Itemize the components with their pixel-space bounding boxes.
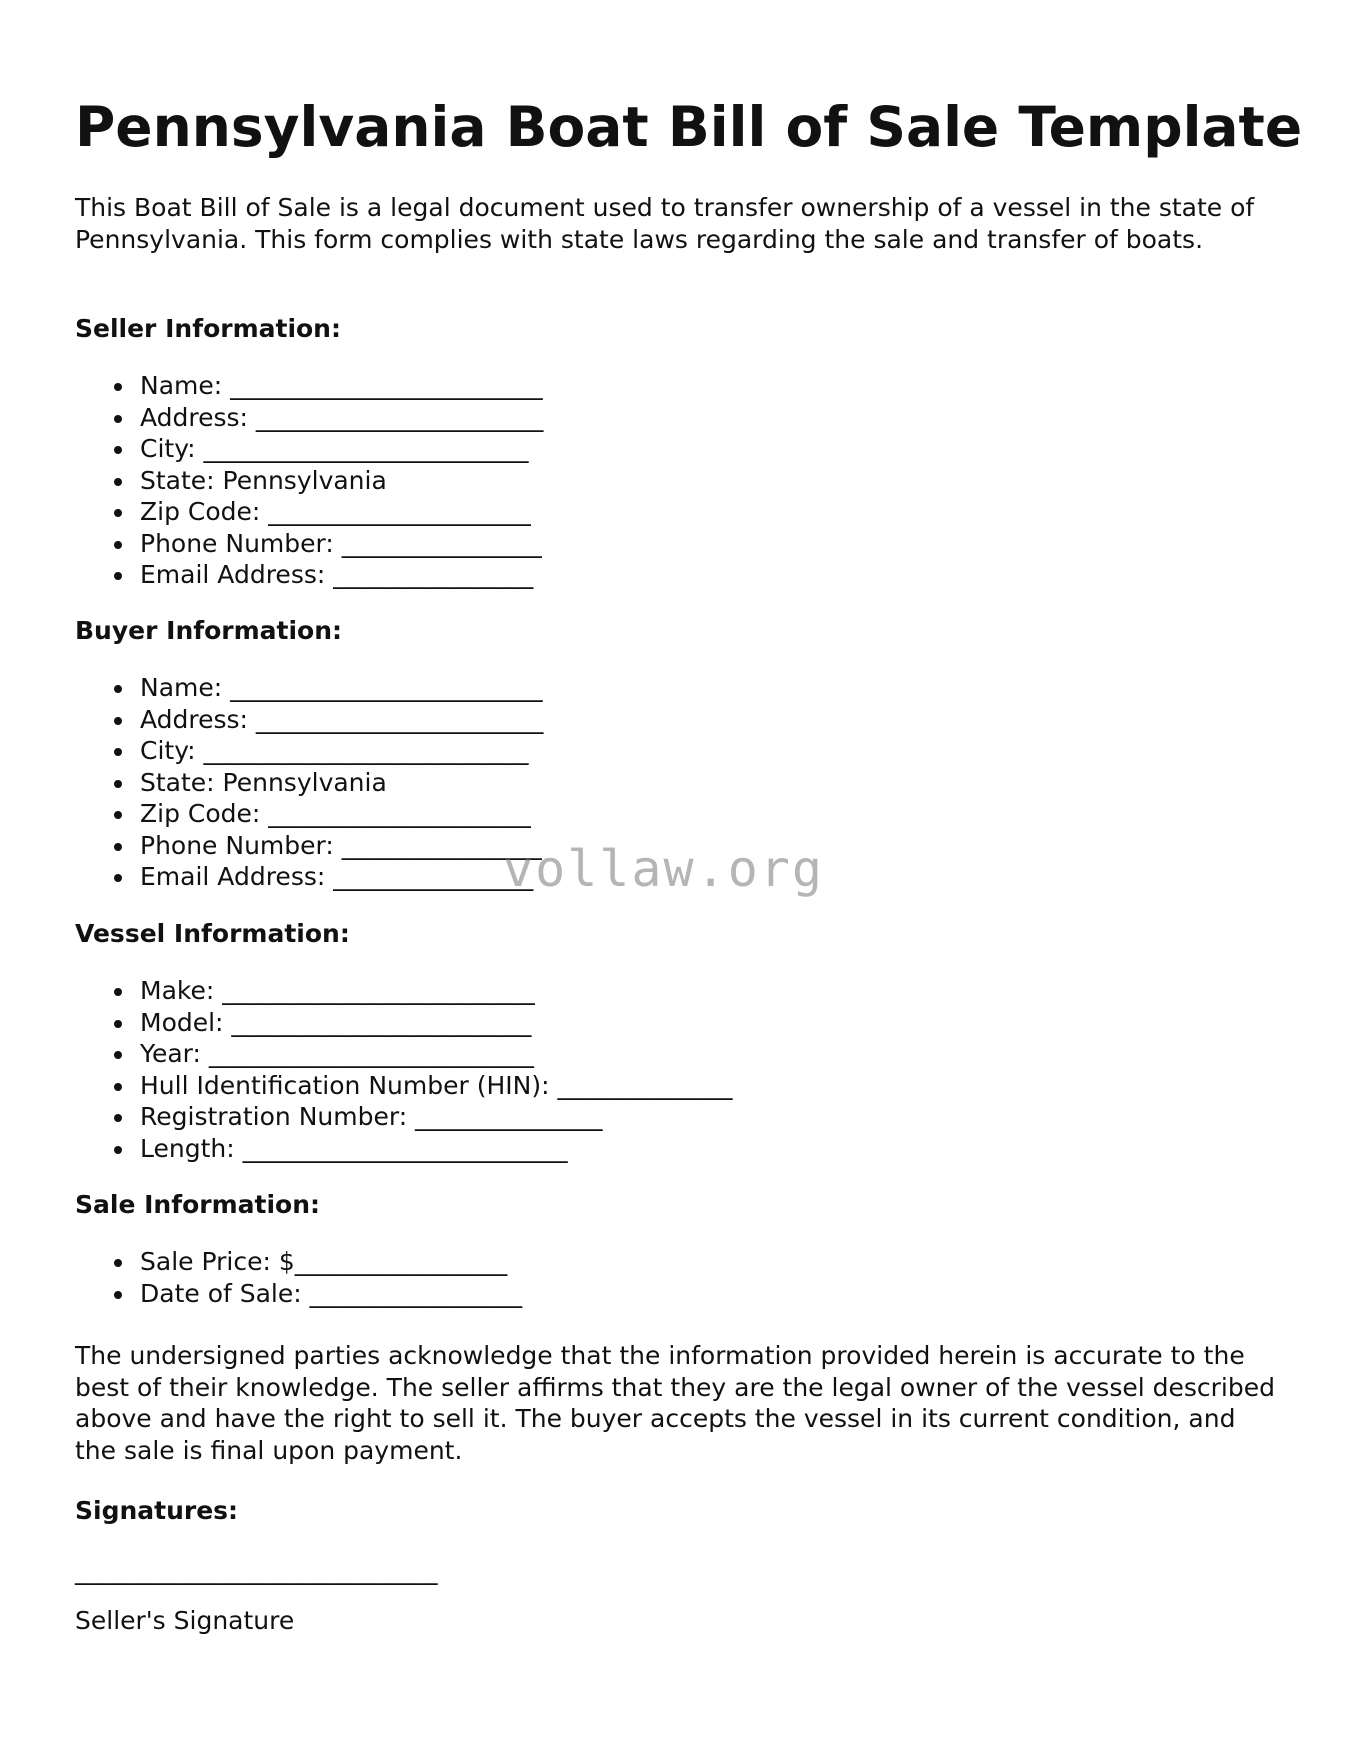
seller-city-field: City: __________________________ xyxy=(140,433,1275,465)
buyer-address-field: Address: _______________________ xyxy=(140,704,1275,736)
buyer-email-field: Email Address: ________________ xyxy=(140,861,1275,893)
seller-signature-label: Seller's Signature xyxy=(75,1606,295,1635)
buyer-name-field: Name: _________________________ xyxy=(140,672,1275,704)
vessel-hin-field: Hull Identification Number (HIN): ______________ xyxy=(140,1070,1275,1102)
sale-price-field: Sale Price: $_________________ xyxy=(140,1246,1275,1278)
seller-section xyxy=(75,313,1275,591)
vessel-section xyxy=(75,918,1275,1164)
seller-email-field: Email Address: ________________ xyxy=(140,559,1275,591)
watermark: vollaw.org xyxy=(503,840,825,898)
seller-list xyxy=(75,370,1275,591)
seller-phone-field: Phone Number: ________________ xyxy=(140,528,1275,560)
acknowledgement-paragraph: The undersigned parties acknowledge that the information provided herein is accurate to the best of their knowledge. The seller affirms that they are the legal owner of the vessel described above and have the right to sell it. The buyer accepts the vessel in its current condition, and the sale is final upon payment. xyxy=(75,1341,1275,1465)
signatures-heading: Signatures: xyxy=(75,1496,239,1525)
vessel-length-field: Length: __________________________ xyxy=(140,1133,1275,1165)
vessel-model-field: Model: ________________________ xyxy=(140,1007,1275,1039)
buyer-section xyxy=(75,615,1275,893)
sale-heading: Sale Information: xyxy=(75,1190,320,1219)
vessel-registration-field: Registration Number: _______________ xyxy=(140,1101,1275,1133)
document-title: Pennsylvania Boat Bill of Sale Template xyxy=(75,95,1303,159)
seller-heading: Seller Information: xyxy=(75,314,341,343)
seller-state-field: State: Pennsylvania xyxy=(140,465,1275,497)
vessel-year-field: Year: __________________________ xyxy=(140,1038,1275,1070)
sale-list xyxy=(75,1246,1275,1309)
vessel-list xyxy=(75,975,1275,1164)
buyer-phone-field: Phone Number: ________________ xyxy=(140,830,1275,862)
seller-address-field: Address: _______________________ xyxy=(140,402,1275,434)
intro-paragraph: This Boat Bill of Sale is a legal document used to transfer ownership of a vessel in the state of Pennsylvania. This form complies with state laws regarding the sale and transfer of boats. xyxy=(75,193,1255,254)
sale-section xyxy=(75,1189,1275,1309)
vessel-make-field: Make: _________________________ xyxy=(140,975,1275,1007)
buyer-list xyxy=(75,672,1275,893)
sale-date-field: Date of Sale: _________________ xyxy=(140,1278,1275,1310)
buyer-state-field: State: Pennsylvania xyxy=(140,767,1275,799)
vessel-heading: Vessel Information: xyxy=(75,919,350,948)
buyer-zip-field: Zip Code: _____________________ xyxy=(140,798,1275,830)
seller-zip-field: Zip Code: _____________________ xyxy=(140,496,1275,528)
seller-signature-line: _____________________________ xyxy=(75,1556,438,1585)
buyer-heading: Buyer Information: xyxy=(75,616,343,645)
buyer-city-field: City: __________________________ xyxy=(140,735,1275,767)
seller-name-field: Name: _________________________ xyxy=(140,370,1275,402)
